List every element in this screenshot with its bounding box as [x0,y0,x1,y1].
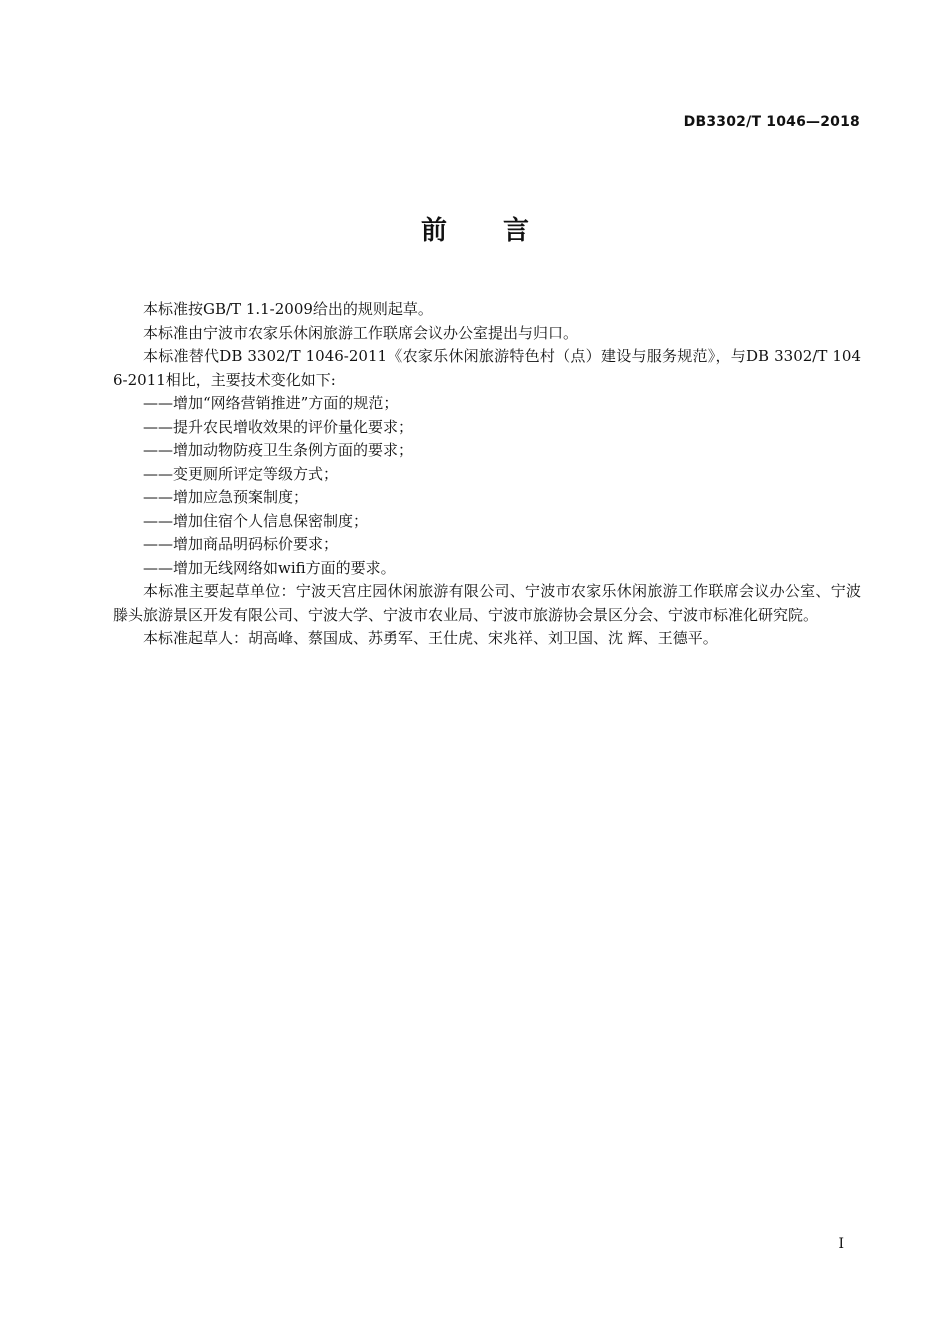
paragraph-drafters: 本标准起草人：胡高峰、蔡国成、苏勇军、王仕虎、宋兆祥、刘卫国、沈 辉、王德平。 [143,629,718,647]
paragraph-proposer: 本标准由宁波市农家乐休闲旅游工作联席会议办公室提出与归口。 [143,323,579,342]
title-char-1: 前 [420,216,447,246]
foreword-body [113,298,861,651]
page-title [0,210,950,247]
change-item-2: ——提升农民增收效果的评价量化要求； [143,417,414,436]
paragraph-replacement: 本标准替代DB 3302/T 1046-2011《农家乐休闲旅游特色村（点）建设与服务规范》，与DB 3302/T 1046-2011相比，主要技术变化如下: [113,347,861,389]
change-item-6: ——增加住宿个人信息保密制度； [143,511,369,530]
paragraph-drafting-rules: 本标准按GB/T 1.1-2009给出的规则起草。 [143,300,433,318]
title-char-2: 言 [503,216,530,246]
change-item-5: ——增加应急预案制度； [143,488,309,506]
page-number: I [838,1236,844,1252]
change-item-8: ——增加无线网络如wifi方面的要求。 [143,558,396,577]
change-item-7: ——增加商品明码标价要求； [143,535,339,553]
change-item-3: ——增加动物防疫卫生条例方面的要求； [143,441,414,459]
change-item-4: ——变更厕所评定等级方式； [143,464,339,483]
change-item-1: ——增加“网络营销推进”方面的规范； [143,394,399,412]
document-code: DB3302/T 1046—2018 [683,114,860,130]
paragraph-drafting-units: 本标准主要起草单位：宁波天宫庄园休闲旅游有限公司、宁波市农家乐休闲旅游工作联席会议办公室、宁波滕头旅游景区开发有限公司、宁波大学、宁波市农业局、宁波市旅游协会景区分会、宁波市标准化研究院。 [113,582,861,624]
